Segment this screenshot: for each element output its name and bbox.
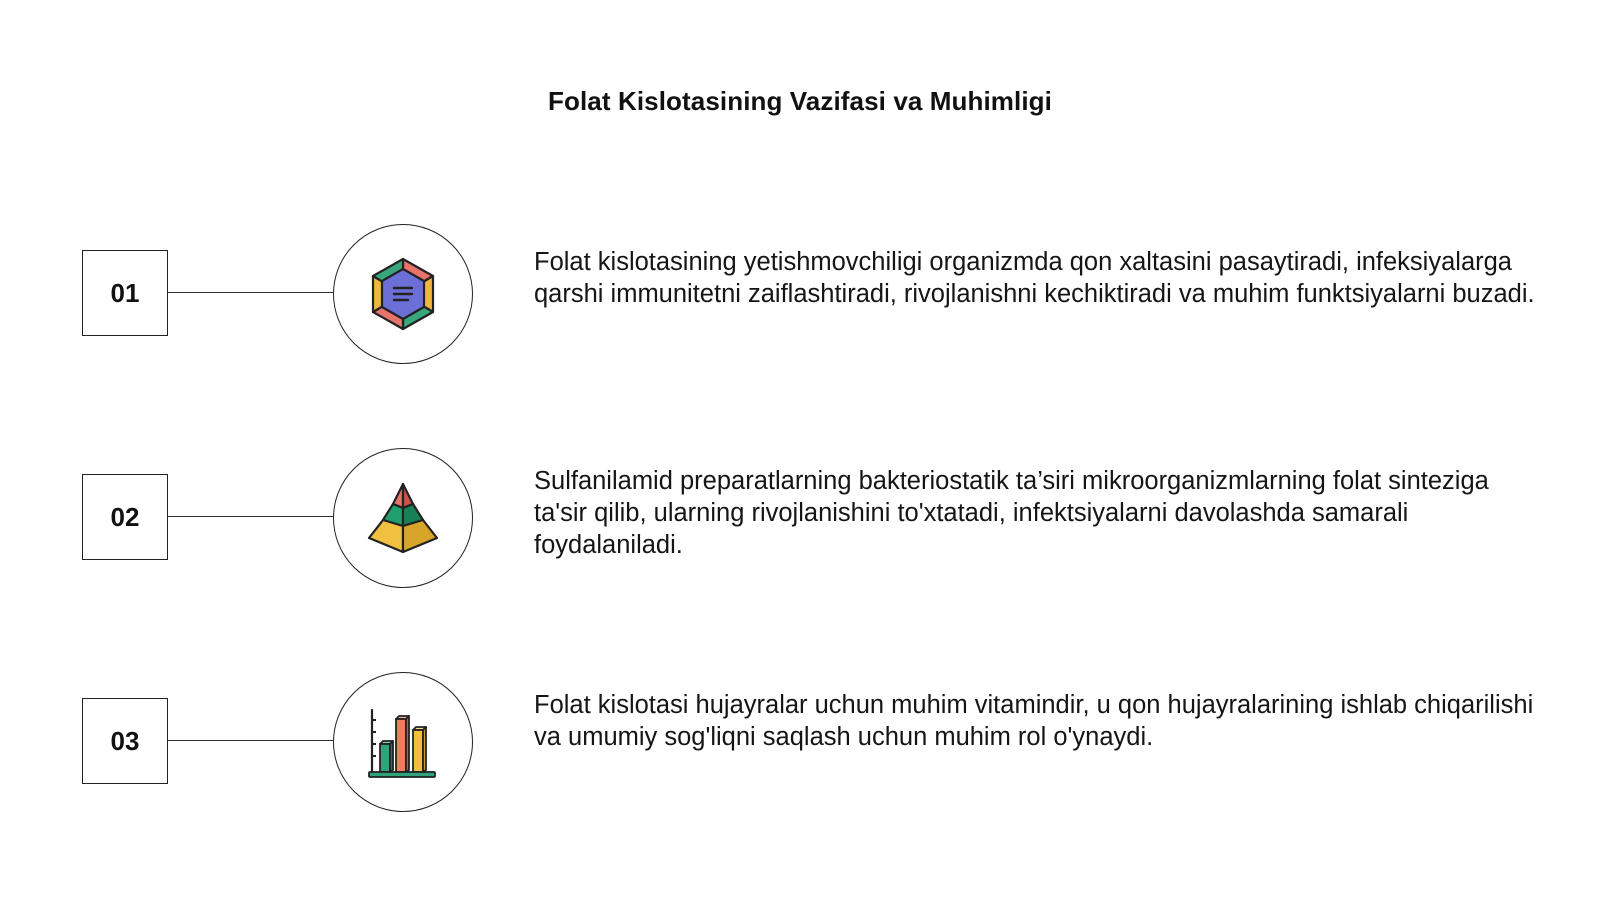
page-title: Folat Kislotasining Vazifasi va Muhimligi bbox=[548, 86, 1052, 116]
item-description: Folat kislotasining yetishmovchiligi organizmda qon xaltasini pasaytiradi, infeksiyalarga qarshi immunitetni zaiflashtiradi, rivojlanishni kechiktiradi va muhim funktsiyalarni buzadi. bbox=[534, 248, 1535, 308]
list-item-1 bbox=[0, 224, 1600, 364]
list-item-3 bbox=[0, 672, 1600, 812]
step-number-box: 02 bbox=[82, 474, 168, 560]
hexagon-layers-icon bbox=[363, 254, 443, 334]
item-description: Sulfanilamid preparatlarning bakteriostatik ta’siri mikroorganizmlarning folat sinteziga ta'sir qilib, ularning rivojlanishini to'xtatadi, infektsiyalarni davolashda samarali foydalaniladi. bbox=[534, 467, 1489, 559]
step-number-box: 01 bbox=[82, 250, 168, 336]
item-description: Folat kislotasi hujayralar uchun muhim vitamindir, u qon hujayralarining ishlab chiqarilishi va umumiy sog'liqni saqlash uchun muhim rol o'ynaydi. bbox=[534, 691, 1534, 751]
icon-circle bbox=[333, 224, 473, 364]
connector-line bbox=[168, 516, 333, 517]
list-item-2 bbox=[0, 448, 1600, 588]
icon-circle bbox=[333, 448, 473, 588]
bar-chart-icon bbox=[363, 702, 443, 782]
step-number-box: 03 bbox=[82, 698, 168, 784]
connector-line bbox=[168, 292, 333, 293]
connector-line bbox=[168, 740, 333, 741]
pyramid-icon bbox=[363, 478, 443, 558]
icon-circle bbox=[333, 672, 473, 812]
